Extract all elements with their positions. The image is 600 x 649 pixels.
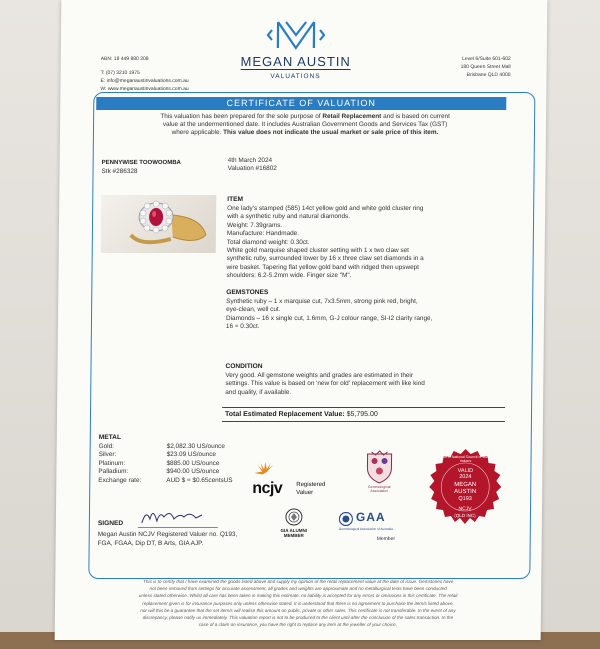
- intro-line-1: This valuation has been prepared for the sole purpose of Retail Replacement and is based on current: [160, 113, 450, 120]
- crest-caption-1: Gemmological: [368, 485, 391, 489]
- brand-divider: [241, 69, 351, 70]
- valuation-number: Valuation #16802: [227, 165, 277, 172]
- seal-org: NCJV: [458, 506, 472, 512]
- gaa-logo: [339, 510, 414, 550]
- gaa-subtitle: Gemmological Association of Australia: [338, 527, 393, 531]
- stock-number: Stk #286328: [101, 168, 138, 175]
- signature-mark: [140, 505, 220, 527]
- metal-row: Palladium: $940.00 US/ounce: [98, 468, 220, 476]
- condition-line: settings. This value is based on 'new for old' replacement with like kind: [225, 380, 425, 388]
- gaa-emblem-icon: [339, 512, 353, 526]
- crest-icon: [363, 450, 395, 484]
- item-line: wire basket. Tapering flat yellow gold band with ridged then upswept: [226, 263, 420, 271]
- website[interactable]: W: www.meganaustinvaluations.com.au: [100, 86, 189, 92]
- disclaimer: [83, 578, 514, 628]
- email[interactable]: E: info@meganaustinvaluations.com.au: [100, 78, 189, 84]
- item-line: with a synthetic ruby and natural diamonds.: [227, 213, 351, 221]
- condition-line: and quality, if available.: [225, 388, 292, 396]
- metal-row: Gold: $2,082.30 US/ounce: [98, 443, 225, 450]
- gia-badge-icon: [285, 508, 303, 526]
- signer-credentials-1: Megan Austin NCJV Registered Valuer no. Q193,: [97, 531, 238, 538]
- total-value: $5,795.00: [346, 411, 378, 418]
- disclaimer-line: not been removed from settings for accurate assessment, all grades and weights are approximate and no metallurgical tests have been conducted: [149, 586, 447, 592]
- address-line-3: Brisbane QLD 4000: [466, 72, 511, 78]
- item-heading: ITEM: [227, 196, 244, 203]
- gaa-text: GAA: [355, 510, 386, 524]
- total-rule-bottom: [222, 421, 505, 422]
- seal-name-2: AUSTIN: [454, 489, 477, 495]
- item-line: shoulders: 6.2-5.2mm wide. Finger size "M".: [226, 272, 352, 280]
- signed-label: SIGNED: [97, 520, 124, 527]
- item-line: Total diamond weight: 0.30ct.: [226, 238, 310, 246]
- phone: T: (07) 3210 1975: [100, 70, 140, 76]
- total-label: Total Estimated Replacement Value:: [224, 411, 345, 418]
- gemmological-crest-logo: [359, 450, 400, 500]
- logo-emblem-icon: [256, 18, 336, 54]
- gemstones-description: [226, 298, 506, 332]
- signature-icon: [140, 505, 220, 527]
- gemstone-line: 16 = 0.30ct.: [225, 323, 260, 331]
- disclaimer-line: replacement given is for insurance purposes only unless otherwise stated. It is understood that there is no agreement to purchase the item/s listed above,: [142, 600, 454, 606]
- item-line: Manufacture: Handmade.: [226, 230, 300, 238]
- gemstone-line: Synthetic ruby – 1 x marquise cut, 7x3.5mm, strong pink red, bright,: [226, 298, 418, 305]
- gaa-member: Member: [376, 536, 396, 542]
- gemstone-line: Diamonds – 16 x single cut, 1.6mm, G-J colour range, SI-I2 clarity range,: [225, 314, 433, 322]
- metal-heading: METAL: [98, 434, 122, 441]
- gia-alumni-text: GIA ALUMNI: [280, 528, 308, 533]
- disclaimer-line: nor will this be a guarantee that the set item/s will realise this amount on public, private or other sales. This certificate is not transferable. In the event of any: [140, 607, 456, 613]
- address-line-1: Level 6/Suite 601-602: [462, 56, 511, 62]
- metal-row: Exchange rate: AUD $ = $0.65centsUS: [98, 476, 233, 484]
- seal-ring-text: Member of National Council of Jewellery Valuers: [434, 455, 497, 463]
- megan-austin-logo: [256, 18, 336, 54]
- ncjv-registered: Registered: [296, 482, 326, 488]
- certificate-paper: [55, 0, 548, 640]
- disclaimer-line: case of a claim on insurance, you have the right to replace any item at the jeweller of your choice.: [198, 622, 397, 628]
- gemstone-line: eye-clean, well cut.: [226, 306, 281, 314]
- disclaimer-line: unless stated otherwise. Whilst all care has been taken in making this estimate, no liability is accepted for any errors or omissions in this certificate. The retail: [138, 593, 458, 599]
- gia-member-text: MEMBER: [283, 533, 304, 538]
- total-value-row: [225, 411, 378, 418]
- ring-photo: [101, 195, 217, 253]
- seal-qld: (QLD INC): [454, 513, 476, 518]
- gia-alumni-logo: [274, 508, 314, 548]
- seal-id: Q193: [458, 496, 472, 502]
- crest-caption-2: Association: [370, 489, 389, 493]
- seal-name-1: MEGAN: [454, 482, 477, 488]
- brand-name: MEGAN AUSTIN: [240, 54, 351, 69]
- gemstones-heading: GEMSTONES: [226, 289, 269, 296]
- ring-image-icon: [101, 195, 217, 253]
- ncjv-logo: [252, 462, 327, 502]
- item-description: [226, 205, 507, 281]
- disclaimer-line: discrepancy, please notify us immediately. This valuation report is not to be produced to the client until after the conclusion of the sales transaction. In the: [142, 615, 454, 621]
- abn: ABN: 18 449 880 208: [100, 56, 149, 62]
- item-line: Weight: 7.39grams.: [226, 221, 283, 229]
- condition-description: [225, 372, 505, 397]
- signer-credentials-2: FGA, FGAA, Dip DT, B Arts, GIA AJP.: [97, 540, 204, 547]
- seal-valid: VALID: [457, 468, 474, 474]
- client-name: PENNYWISE TOOWOOMBA: [101, 160, 181, 166]
- ncjv-valuer: Valuer: [296, 490, 314, 496]
- metal-row: Silver: $23.09 US/ounce: [98, 451, 217, 459]
- item-line: One lady's stamped (585) 14ct yellow gold and white gold cluster ring: [227, 205, 424, 212]
- metal-row: Platinum: $885.00 US/ounce: [98, 459, 220, 467]
- address-line-2: 180 Queen Street Mall: [460, 64, 511, 70]
- ncjv-seal: [424, 448, 507, 530]
- intro-line-2: value at the undermentioned date. It includes Australian Government Goods and Services Tax (GST): [162, 121, 448, 128]
- seal-year: 2024: [459, 474, 472, 480]
- disclaimer-line: This is to certify that I have examined the goods listed above and supply my opinion of the retail replacement value at the date of issue. Gemstones have: [143, 579, 454, 584]
- condition-heading: CONDITION: [225, 363, 263, 370]
- certificate-title: CERTIFICATE OF VALUATION: [96, 97, 506, 110]
- ncjv-text: ncjv: [252, 480, 283, 497]
- total-rule-top: [222, 407, 505, 408]
- item-line: White gold marquise shaped cluster setting with 1 x two claw set: [226, 247, 409, 255]
- item-line: synthetic ruby, surrounded lower by 16 x three claw set diamonds in a: [226, 255, 424, 263]
- signature-line: [138, 527, 218, 528]
- valuation-date: 4th March 2024: [227, 157, 273, 164]
- brand-sub: VALUATIONS: [270, 73, 321, 80]
- condition-line: Very good. All gemstone weights and grades are estimated in their: [225, 372, 414, 379]
- intro-line-3: where applicable. This value does not indicate the usual market or sale price of this item.: [171, 129, 439, 136]
